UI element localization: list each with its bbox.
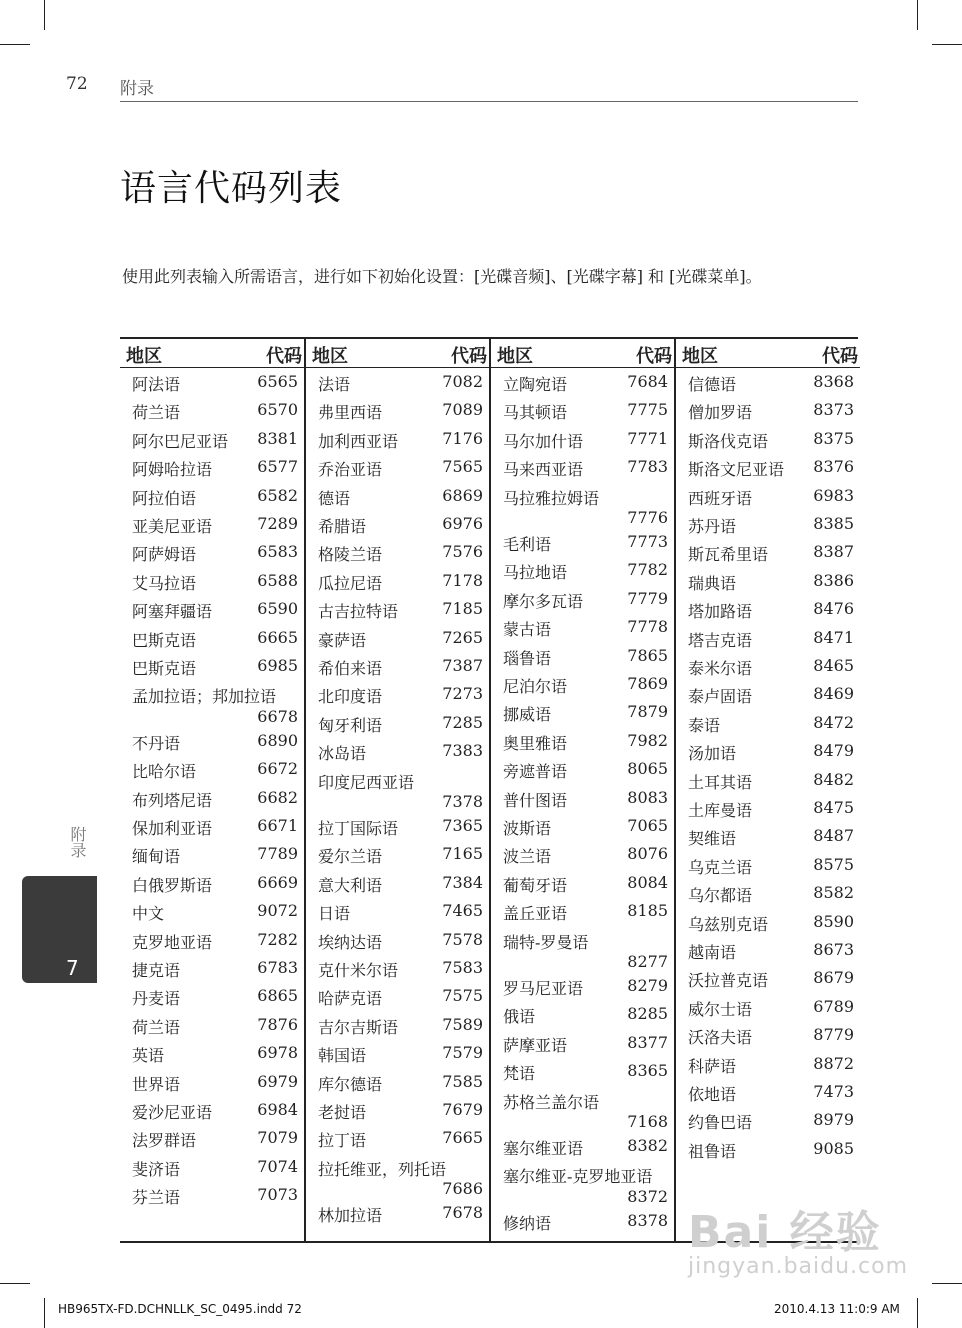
language-name: 爱尔兰语: [318, 847, 383, 867]
language-code-table: [120, 337, 858, 1243]
language-code: 7378: [442, 792, 483, 812]
language-name: 巴斯克语: [132, 659, 197, 678]
language-code: 9085: [813, 1138, 854, 1158]
language-name: 蒙古语: [503, 620, 552, 640]
language-name: 中文: [132, 904, 165, 924]
language-name: 希伯来语: [318, 659, 383, 678]
crop-mark: [44, 1298, 45, 1328]
language-name: 阿拉伯语: [132, 488, 197, 508]
language-code: 7178: [442, 570, 483, 590]
language-code: 7082: [442, 372, 483, 391]
language-name: 乌兹别克语: [688, 914, 769, 934]
side-section-label: 附录: [68, 826, 87, 858]
language-name: 荷兰语: [132, 1017, 181, 1037]
language-name: 沃拉普克语: [688, 971, 769, 991]
language-name: 世界语: [132, 1074, 181, 1094]
language-name: 泰卢固语: [688, 687, 753, 707]
language-name: 旁遮普语: [503, 762, 568, 782]
language-name: 白俄罗斯语: [132, 875, 213, 895]
language-code: 7465: [442, 901, 483, 921]
language-name: 阿法语: [132, 375, 181, 394]
column-header: [120, 339, 304, 368]
language-code: 8083: [627, 787, 668, 807]
language-name: 祖鲁语: [688, 1141, 737, 1161]
language-code: 8385: [813, 514, 854, 533]
language-code: 6570: [257, 400, 298, 420]
language-code: 7865: [627, 645, 668, 665]
language-code: 7265: [442, 627, 483, 647]
language-code: 7074: [257, 1156, 298, 1176]
language-name: 斯瓦希里语: [688, 545, 769, 565]
language-code: 6672: [257, 759, 298, 779]
crop-mark: [0, 44, 30, 45]
language-name: 爱沙尼亚语: [132, 1103, 213, 1122]
watermark-url: jingyan.baidu.com: [688, 1254, 909, 1279]
language-code: 7185: [442, 599, 483, 619]
language-name: 格陵兰语: [318, 545, 383, 565]
chapter-tab: [22, 876, 97, 983]
language-name: 西班牙语: [688, 488, 753, 508]
language-code: 7789: [257, 844, 298, 864]
language-code: 8482: [813, 769, 854, 789]
language-code: 8377: [627, 1032, 668, 1052]
footer-date: 2010.4.13 11:0:9 AM: [774, 1302, 900, 1316]
language-name: 乌克兰语: [688, 857, 753, 877]
header-code: 代码: [266, 346, 302, 367]
header-region: 地区: [682, 346, 718, 367]
language-code: 7384: [442, 872, 483, 892]
language-name: 普什图语: [503, 790, 568, 810]
language-code: 8872: [813, 1053, 854, 1073]
language-name: 丹麦语: [132, 989, 181, 1009]
language-name: 巴斯克语: [132, 630, 197, 650]
section-header: 附录: [120, 79, 154, 99]
language-code: 7065: [627, 816, 668, 835]
language-name: 奥里雅语: [503, 733, 568, 753]
language-name: 马尔加什语: [503, 431, 584, 451]
language-name: 罗马尼亚语: [503, 979, 584, 998]
language-code: 6979: [257, 1071, 298, 1091]
language-name: 艾马拉语: [132, 573, 197, 593]
language-code: 8387: [813, 542, 854, 562]
language-code: 8084: [627, 872, 668, 892]
language-name: 挪威语: [503, 705, 552, 725]
language-name: 意大利语: [318, 875, 383, 895]
intro-text: 使用此列表输入所需语言，进行如下初始化设置：[光碟音频]、[光碟字幕] 和 [光碟菜单]。: [122, 267, 762, 286]
language-name: 亚美尼亚语: [132, 517, 213, 536]
column-header: [491, 339, 674, 368]
language-name: 德语: [318, 488, 351, 508]
language-name: 法罗群语: [132, 1131, 197, 1151]
language-code: 7585: [442, 1071, 483, 1091]
language-code: 7589: [442, 1014, 483, 1034]
language-name: 克罗地亚语: [132, 932, 213, 952]
language-name: 斐济语: [132, 1159, 181, 1179]
page-title: 语言代码列表: [120, 168, 343, 209]
language-name: 哈萨克语: [318, 989, 383, 1009]
language-code: 6583: [257, 542, 298, 562]
language-name: 拉托维亚，列托语: [318, 1159, 447, 1179]
language-code: 7869: [627, 674, 668, 693]
language-code: 7282: [257, 929, 298, 949]
language-code: 8475: [813, 798, 854, 817]
language-code: 6890: [257, 730, 298, 750]
language-code: 7473: [813, 1082, 854, 1101]
language-name: 匈牙利语: [318, 715, 383, 735]
language-code: 8673: [813, 940, 854, 959]
language-name: 威尔士语: [688, 999, 753, 1019]
language-code: 8386: [813, 570, 854, 590]
language-code: 7776: [627, 508, 668, 528]
language-code: 7879: [627, 702, 668, 722]
language-name: 汤加语: [688, 744, 737, 764]
language-name: 苏丹语: [688, 517, 737, 536]
language-code: 7686: [442, 1179, 483, 1199]
language-code: 7365: [442, 816, 483, 835]
language-name: 克什米尔语: [318, 961, 399, 980]
language-name: 韩国语: [318, 1046, 367, 1066]
language-name: 加利西亚语: [318, 431, 399, 451]
language-code: 6588: [257, 570, 298, 590]
language-code: 6978: [257, 1043, 298, 1063]
header-rule: [120, 101, 858, 102]
language-name: 阿塞拜疆语: [132, 602, 213, 622]
language-name: 沃洛夫语: [688, 1028, 753, 1048]
language-code: 6985: [257, 656, 298, 675]
language-name: 古吉拉特语: [318, 602, 399, 622]
language-code: 6789: [813, 996, 854, 1016]
language-name: 契维语: [688, 829, 737, 849]
language-code: 8476: [813, 599, 854, 619]
language-name: 马来西亚语: [503, 460, 584, 480]
language-name: 法语: [318, 375, 351, 394]
language-name: 保加利亚语: [132, 819, 213, 838]
language-name: 塞尔维亚-克罗地亚语: [503, 1167, 653, 1187]
language-name: 斯洛文尼亚语: [688, 460, 785, 480]
language-code: 7775: [627, 400, 668, 420]
language-name: 梵语: [503, 1064, 536, 1084]
language-code: 8469: [813, 684, 854, 704]
language-name: 阿姆哈拉语: [132, 460, 213, 480]
header-code: 代码: [451, 346, 487, 367]
crop-mark: [932, 44, 962, 45]
language-code: 8376: [813, 457, 854, 477]
language-code: 7565: [442, 457, 483, 477]
language-name: 斯洛伐克语: [688, 431, 769, 451]
language-code: 7089: [442, 400, 483, 420]
language-name: 孟加拉语；邦加拉语: [132, 687, 277, 707]
language-name: 科萨语: [688, 1056, 737, 1076]
language-code: 8381: [257, 428, 298, 448]
language-code: 7289: [257, 514, 298, 533]
language-name: 瓜拉尼语: [318, 573, 383, 593]
column-header: [676, 339, 860, 368]
language-code: 8382: [627, 1136, 668, 1155]
language-name: 葡萄牙语: [503, 875, 568, 895]
language-code: 8368: [813, 372, 854, 391]
language-code: 7576: [442, 542, 483, 562]
language-code: 8979: [813, 1110, 854, 1130]
language-code: 7679: [442, 1100, 483, 1119]
table-column: [304, 339, 489, 1241]
language-name: 埃纳达语: [318, 932, 383, 952]
language-code: 7684: [627, 372, 668, 391]
language-code: 8471: [813, 627, 854, 647]
language-name: 印度尼西亚语: [318, 772, 415, 792]
crop-mark: [932, 1283, 962, 1284]
language-code: 7982: [627, 730, 668, 750]
language-code: 6865: [257, 986, 298, 1006]
language-name: 缅甸语: [132, 847, 181, 867]
language-name: 盖丘亚语: [503, 904, 568, 924]
language-name: 约鲁巴语: [688, 1113, 753, 1133]
header-region: 地区: [497, 346, 533, 367]
language-name: 比哈尔语: [132, 762, 197, 782]
language-name: 毛利语: [503, 535, 552, 554]
language-name: 阿萨姆语: [132, 545, 197, 565]
language-name: 土库曼语: [688, 801, 753, 820]
language-name: 吉尔吉斯语: [318, 1017, 399, 1037]
language-name: 瑞特-罗曼语: [503, 932, 589, 952]
language-code: 8479: [813, 741, 854, 761]
language-code: 7383: [442, 741, 483, 761]
language-code: 6984: [257, 1100, 298, 1119]
language-name: 信德语: [688, 375, 737, 394]
language-code: 7273: [442, 684, 483, 704]
language-name: 苏格兰盖尔语: [503, 1092, 600, 1112]
language-name: 泰语: [688, 715, 721, 735]
language-name: 老挝语: [318, 1103, 367, 1122]
language-code: 7876: [257, 1014, 298, 1034]
language-name: 英语: [132, 1046, 165, 1066]
language-code: 8487: [813, 826, 854, 846]
watermark-brand: Bai 经验: [688, 1207, 882, 1258]
language-code: 8372: [627, 1186, 668, 1206]
language-code: 8472: [813, 712, 854, 732]
language-code: 7575: [442, 986, 483, 1006]
language-code: 7073: [257, 1185, 298, 1205]
language-code: 6976: [442, 514, 483, 533]
header-region: 地区: [126, 346, 162, 367]
language-name: 立陶宛语: [503, 375, 568, 394]
language-code: 8373: [813, 400, 854, 420]
watermark: [688, 1196, 908, 1279]
language-code: 8378: [627, 1210, 668, 1230]
language-code: 6869: [442, 485, 483, 505]
footer-file-info: HB965TX-FD.DCHNLLK_SC_0495.indd 72: [58, 1302, 302, 1316]
language-name: 萨摩亚语: [503, 1035, 568, 1055]
language-name: 波斯语: [503, 819, 552, 838]
language-name: 拉丁语: [318, 1131, 367, 1151]
language-name: 瑞典语: [688, 573, 737, 593]
language-name: 塔加路语: [688, 602, 753, 622]
language-code: 8365: [627, 1061, 668, 1081]
language-name: 拉丁国际语: [318, 819, 399, 838]
language-name: 冰岛语: [318, 744, 367, 764]
language-code: 8590: [813, 911, 854, 931]
language-name: 塔吉克语: [688, 630, 753, 650]
language-name: 乔治亚语: [318, 460, 383, 480]
language-name: 库尔德语: [318, 1074, 383, 1094]
language-name: 弗里西语: [318, 403, 383, 423]
page-number: 72: [66, 74, 88, 94]
language-code: 8065: [627, 759, 668, 779]
language-code: 8285: [627, 1004, 668, 1024]
crop-mark: [0, 1283, 30, 1284]
language-name: 布列塔尼语: [132, 790, 213, 810]
language-code: 9072: [257, 901, 298, 921]
language-code: 7168: [627, 1112, 668, 1132]
crop-mark: [44, 0, 45, 30]
language-code: 8375: [813, 428, 854, 448]
language-code: 6565: [257, 372, 298, 391]
language-code: 7773: [627, 532, 668, 551]
language-code: 6682: [257, 787, 298, 807]
language-name: 荷兰语: [132, 403, 181, 423]
language-code: 7285: [442, 712, 483, 732]
language-name: 林加拉语: [318, 1206, 383, 1226]
language-name: 捷克语: [132, 961, 181, 980]
chapter-number: 7: [66, 956, 79, 980]
table-column: [489, 339, 674, 1241]
table-column: [120, 339, 304, 1241]
language-code: 6783: [257, 958, 298, 977]
language-name: 北印度语: [318, 687, 383, 707]
language-code: 8465: [813, 656, 854, 675]
column-header: [306, 339, 489, 368]
language-code: 6671: [257, 816, 298, 835]
language-name: 乌尔都语: [688, 886, 753, 906]
language-name: 马其顿语: [503, 403, 568, 423]
language-code: 6665: [257, 627, 298, 647]
language-code: 6983: [813, 485, 854, 505]
header-region: 地区: [312, 346, 348, 367]
language-name: 芬兰语: [132, 1188, 181, 1208]
language-name: 瑙鲁语: [503, 648, 552, 668]
language-code: 8185: [627, 901, 668, 921]
language-name: 尼泊尔语: [503, 677, 568, 696]
language-name: 希腊语: [318, 517, 367, 536]
language-code: 7578: [442, 929, 483, 949]
language-code: 6577: [257, 457, 298, 477]
language-code: 6590: [257, 599, 298, 619]
language-name: 波兰语: [503, 847, 552, 867]
language-code: 7079: [257, 1128, 298, 1148]
language-name: 依地语: [688, 1085, 737, 1104]
language-code: 8279: [627, 976, 668, 995]
language-name: 俄语: [503, 1007, 536, 1027]
crop-mark: [917, 0, 918, 30]
language-code: 6669: [257, 872, 298, 892]
language-code: 7579: [442, 1043, 483, 1063]
language-name: 土耳其语: [688, 772, 753, 792]
language-name: 马拉地语: [503, 563, 568, 583]
header-code: 代码: [636, 346, 672, 367]
language-code: 7583: [442, 958, 483, 977]
language-name: 马拉雅拉姆语: [503, 488, 600, 508]
language-name: 塞尔维亚语: [503, 1139, 584, 1158]
language-name: 修纳语: [503, 1213, 552, 1233]
language-code: 7771: [627, 428, 668, 448]
language-code: 7665: [442, 1128, 483, 1148]
language-code: 7778: [627, 617, 668, 637]
language-code: 6582: [257, 485, 298, 505]
language-name: 阿尔巴尼亚语: [132, 431, 229, 451]
language-name: 日语: [318, 904, 351, 924]
language-code: 7782: [627, 560, 668, 580]
language-code: 8779: [813, 1025, 854, 1045]
language-code: 7779: [627, 588, 668, 608]
language-code: 7678: [442, 1203, 483, 1223]
language-code: 8277: [627, 952, 668, 972]
language-code: 8679: [813, 968, 854, 988]
language-code: 8076: [627, 844, 668, 864]
language-name: 豪萨语: [318, 630, 367, 650]
header-code: 代码: [822, 346, 858, 367]
language-name: 泰米尔语: [688, 659, 753, 678]
language-code: 6678: [257, 706, 298, 726]
language-code: 8582: [813, 883, 854, 903]
language-name: 摩尔多瓦语: [503, 591, 584, 611]
language-name: 越南语: [688, 943, 737, 962]
language-code: 7165: [442, 844, 483, 864]
table-column: [674, 339, 860, 1241]
language-code: 7783: [627, 457, 668, 477]
language-name: 僧加罗语: [688, 403, 753, 423]
language-code: 7387: [442, 656, 483, 675]
language-code: 8575: [813, 854, 854, 874]
crop-mark: [917, 1298, 918, 1328]
language-code: 7176: [442, 428, 483, 448]
language-name: 不丹语: [132, 733, 181, 753]
